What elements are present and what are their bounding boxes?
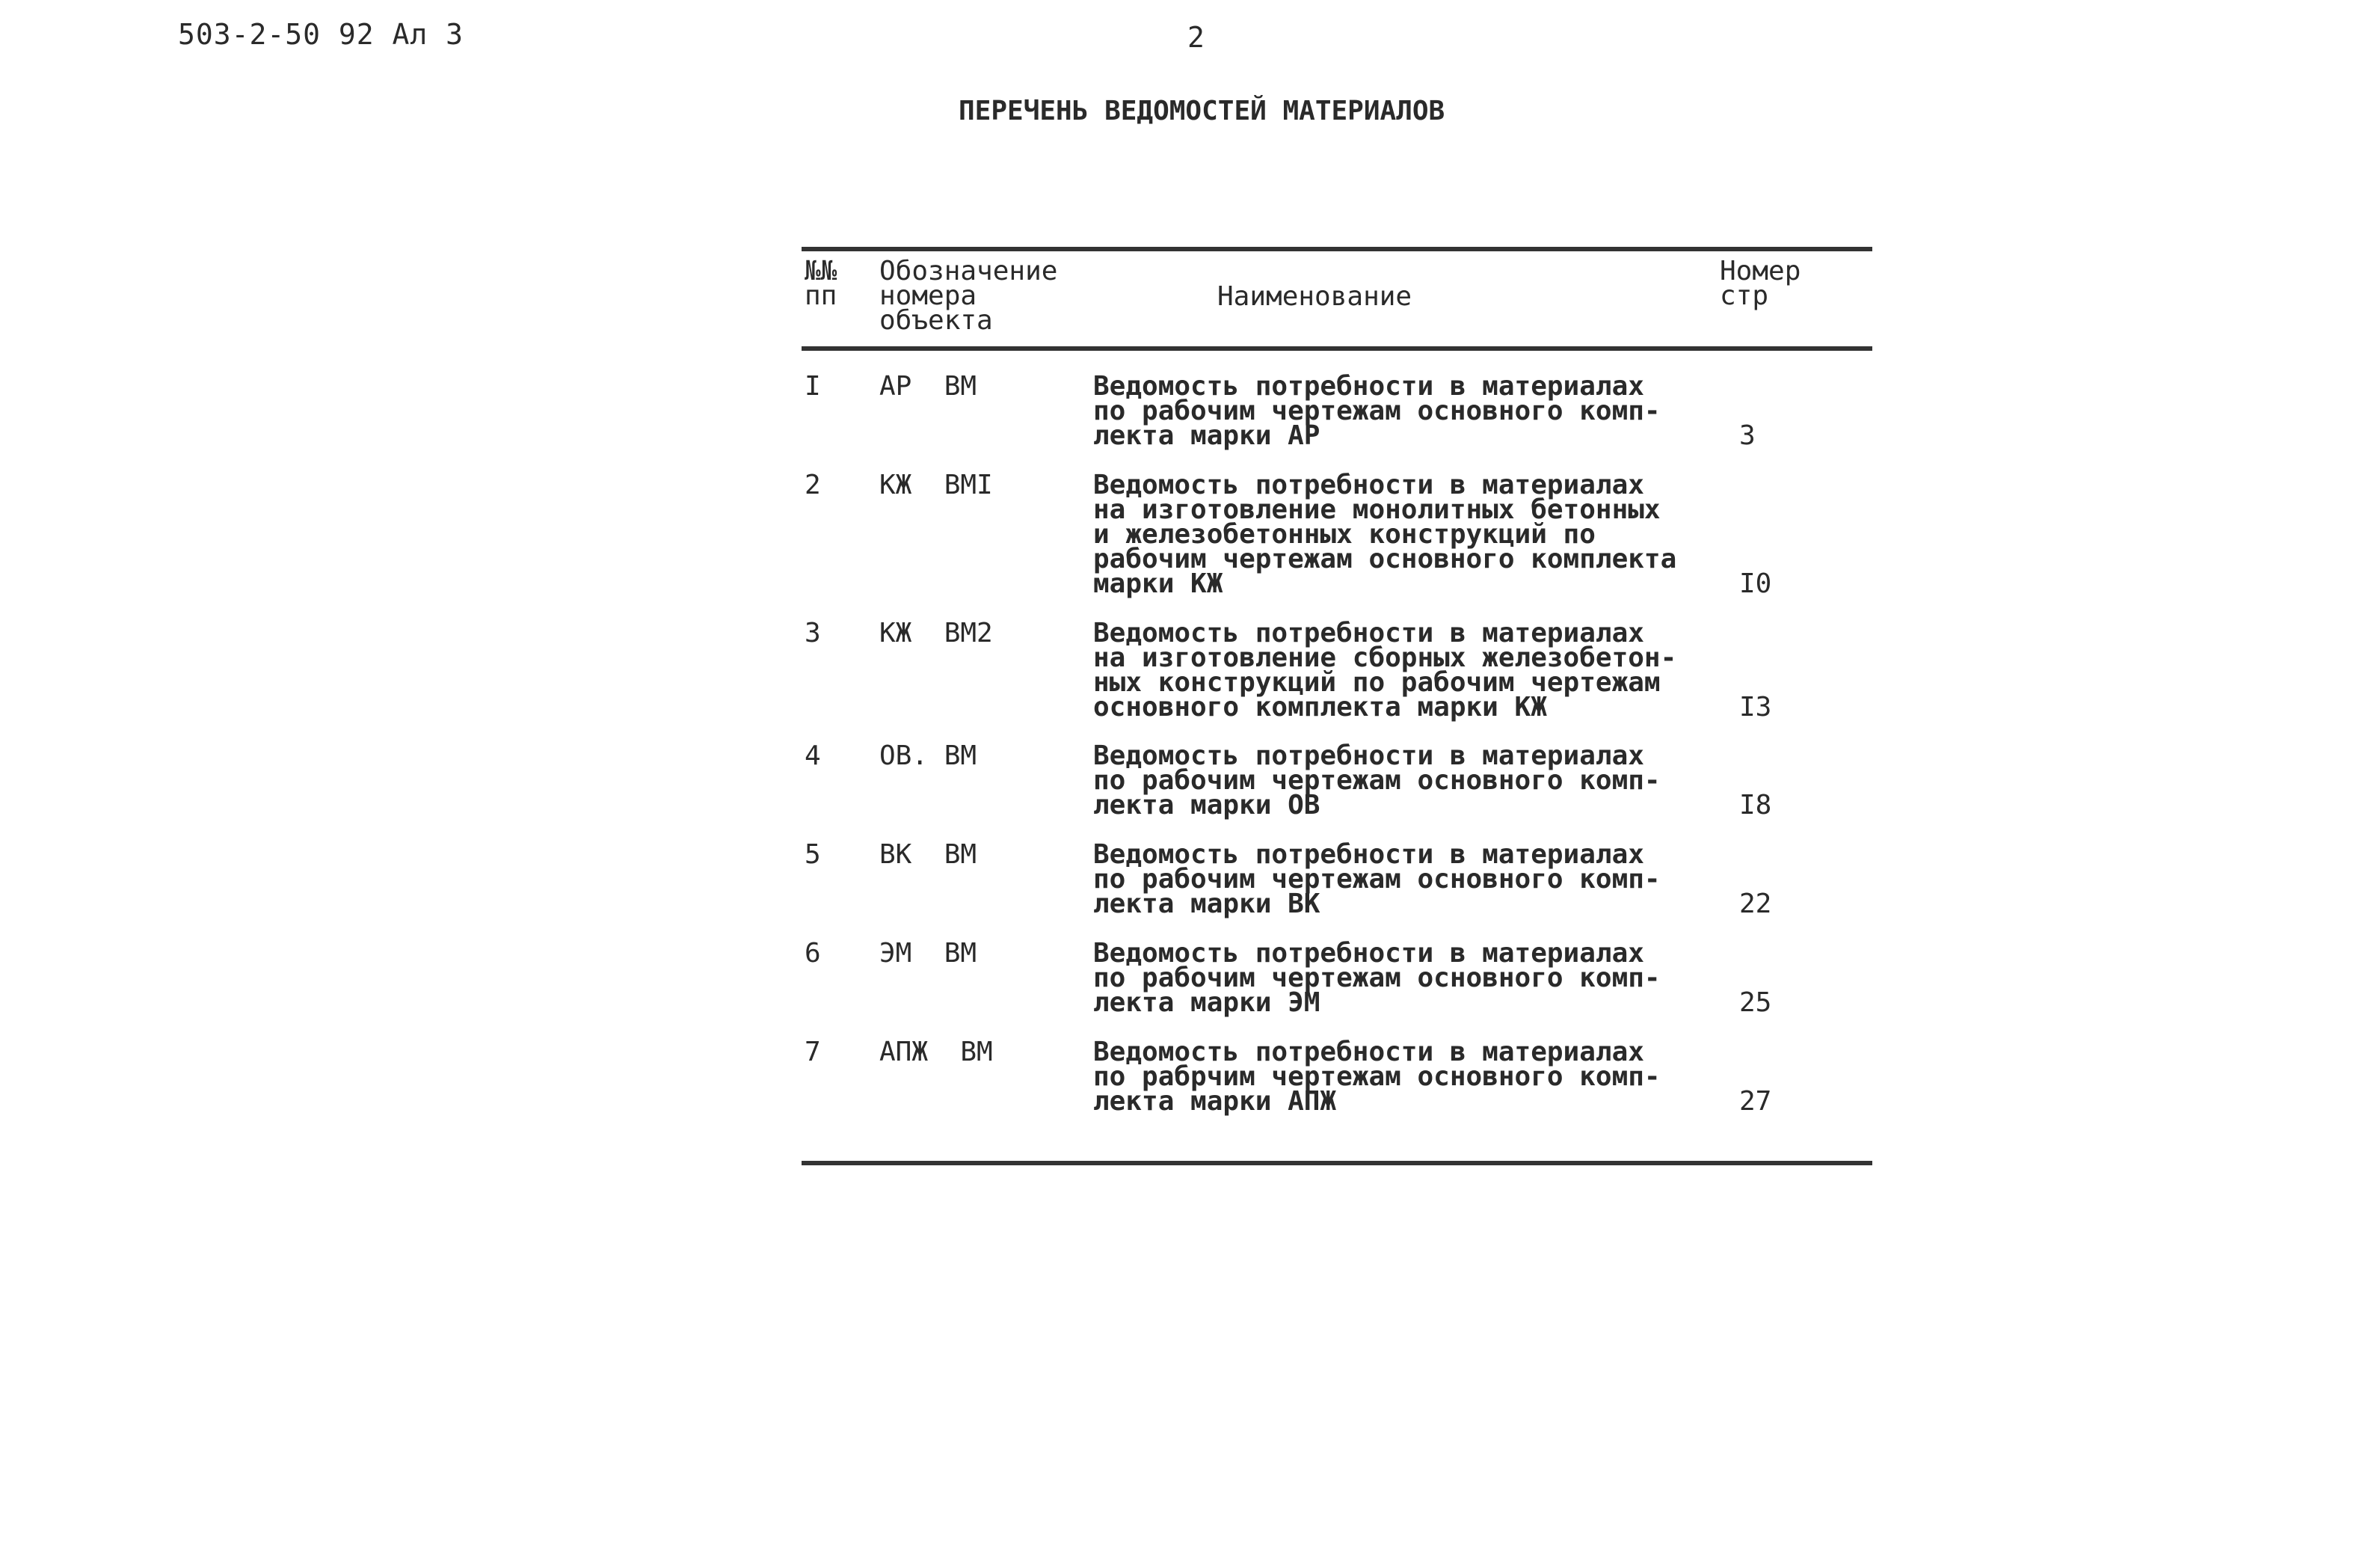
- row-designation: КЖ ВМ2: [879, 618, 993, 648]
- row-name: Ведомость потребности в материалах по рабочим чертежам основного комп- лекта марки АР: [1093, 371, 1661, 451]
- row-name: Ведомость потребности в материалах по рабочим чертежам основного комп- лекта марки ОВ: [1093, 740, 1661, 821]
- row-page: I0: [1739, 568, 1772, 599]
- row-designation: КЖ ВМI: [879, 470, 993, 500]
- row-name: Ведомость потребности в материалах на изготовление сборных железобетон- ных конструкций по рабочим чертежам основного комплекта марки КЖ: [1093, 618, 1677, 723]
- column-header-name: Наименование: [1217, 281, 1412, 312]
- row-number: 2: [805, 470, 821, 500]
- row-page: 27: [1739, 1086, 1772, 1117]
- row-designation: ОВ. ВМ: [879, 740, 977, 771]
- row-number: I: [805, 371, 821, 402]
- row-page: I3: [1739, 692, 1772, 723]
- row-number: 6: [805, 938, 821, 969]
- row-designation: ЭМ ВМ: [879, 938, 977, 969]
- row-page: 22: [1739, 889, 1772, 919]
- row-page: I8: [1739, 790, 1772, 821]
- row-name: Ведомость потребности в материалах на изготовление монолитных бетонных и железобетонных конструкций по рабочим чертежам основного комплекта марки КЖ: [1093, 470, 1677, 599]
- row-designation: АР ВМ: [879, 371, 977, 402]
- row-name: Ведомость потребности в материалах по рабочим чертежам основного комп- лекта марки ЭМ: [1093, 938, 1661, 1018]
- row-name: Ведомость потребности в материалах по рабрчим чертежам основного комп- лекта марки АПЖ: [1093, 1037, 1661, 1117]
- column-header-page: Номер стр: [1720, 256, 1801, 311]
- column-header-number: №№ пп: [805, 256, 837, 311]
- document-code: 503-2-50 92 Ал 3: [178, 18, 464, 51]
- row-number: 4: [805, 740, 821, 771]
- page-title: ПЕРЕЧЕНЬ ВЕДОМОСТЕЙ МАТЕРИАЛОВ: [959, 96, 1445, 126]
- table-header-rule: [802, 346, 1872, 351]
- row-number: 7: [805, 1037, 821, 1067]
- row-designation: АПЖ ВМ: [879, 1037, 993, 1067]
- row-name: Ведомость потребности в материалах по рабочим чертежам основного комп- лекта марки ВК: [1093, 839, 1661, 919]
- table-top-rule: [802, 247, 1872, 251]
- row-page: 3: [1739, 420, 1756, 451]
- row-number: 5: [805, 839, 821, 870]
- row-page: 25: [1739, 987, 1772, 1018]
- page-number: 2: [1187, 21, 1205, 54]
- row-designation: ВК ВМ: [879, 839, 977, 870]
- row-number: 3: [805, 618, 821, 648]
- table-bottom-rule: [802, 1161, 1872, 1165]
- column-header-designation: Обозначение номера объекта: [879, 256, 1058, 336]
